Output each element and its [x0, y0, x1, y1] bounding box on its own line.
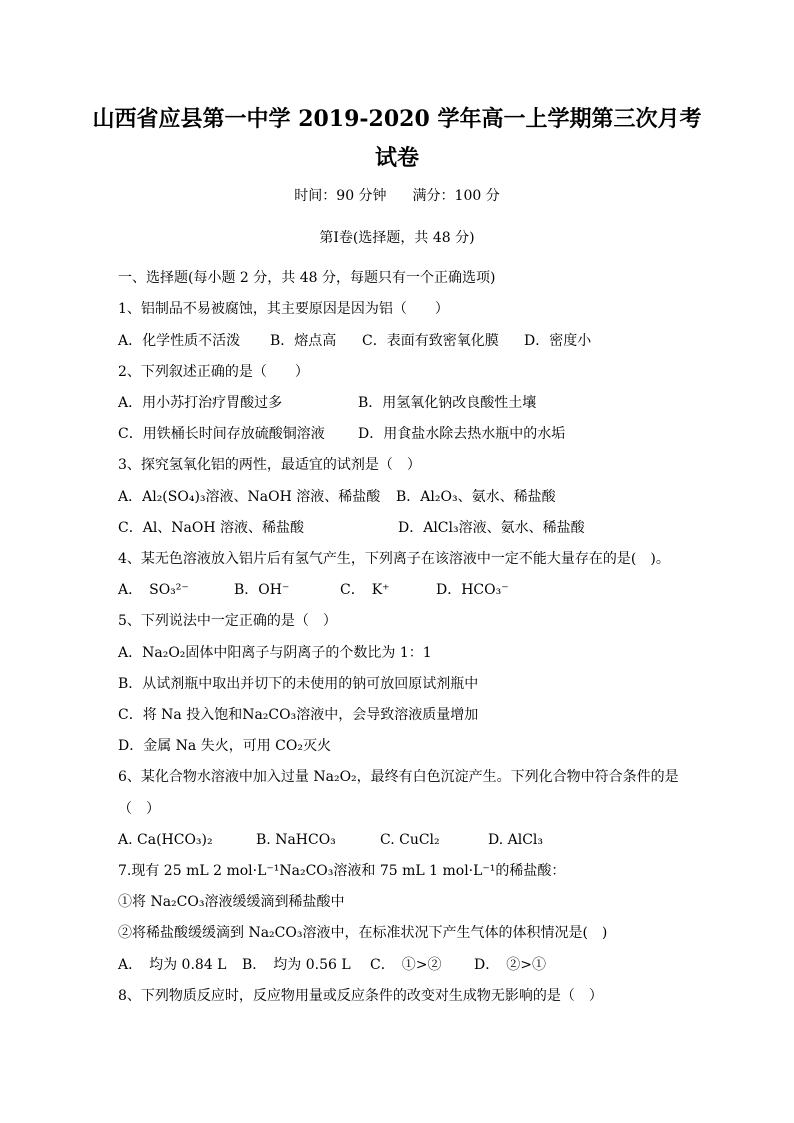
question-4-option-a: A． SO₃²⁻ [118, 582, 189, 598]
question-4-option-d: D．HCO₃⁻ [436, 582, 509, 598]
question-7-sub-1: ①将 Na₂CO₃溶液缓缓滴到稀盐酸中 [118, 894, 345, 910]
question-7-option-b: B． 均为 0.56 L [242, 957, 351, 973]
question-7-option-c: C． ①>② [370, 957, 442, 973]
question-5-option-a: A．Na₂O₂固体中阳离子与阴离子的个数比为 1：1 [118, 645, 432, 661]
exam-score: 满分：100 分 [412, 188, 500, 204]
question-6-option-d: D. AlCl₃ [488, 832, 544, 848]
question-1-option-a: A．化学性质不活泼 [118, 333, 241, 349]
question-3-option-a: A．Al₂(SO₄)₃溶液、NaOH 溶液、稀盐酸 [118, 489, 381, 505]
exam-time: 时间：90 分钟 [294, 188, 387, 204]
question-6-option-b: B. NaHCO₃ [256, 832, 336, 848]
question-3-stem: 3、探究氢氧化铝的两性，最适宜的试剂是（ ） [118, 457, 421, 473]
question-1-stem: 1、铝制品不易被腐蚀，其主要原因是因为铝（ ） [118, 301, 449, 317]
question-8-stem: 8、下列物质反应时，反应物用量或反应条件的改变对生成物无影响的是（ ） [118, 988, 603, 1004]
section-heading: 一、选择题(每小题 2 分，共 48 分，每题只有一个正确选项) [118, 270, 496, 286]
exam-title-line1: 山西省应县第一中学 2019-2020 学年高一上学期第三次月考 [92, 106, 702, 132]
question-2-option-d: D．用食盐水除去热水瓶中的水垢 [358, 426, 566, 442]
question-1-option-c: C．表面有致密氧化膜 [362, 333, 499, 349]
question-6-option-c: C. CuCl₂ [380, 832, 440, 848]
question-2-option-a: A．用小苏打治疗胃酸过多 [118, 395, 283, 411]
question-4-option-c: C． K⁺ [340, 582, 390, 598]
question-7-stem: 7.现有 25 mL 2 mol·L⁻¹Na₂CO₃溶液和 75 mL 1 mol·L⁻¹的稀盐酸： [118, 863, 566, 879]
question-2-option-c: C．用铁桶长时间存放硫酸铜溶液 [118, 426, 325, 442]
question-1-option-d: D．密度小 [524, 333, 592, 349]
part-heading: 第Ⅰ卷(选择题，共 48 分) [319, 230, 475, 246]
question-1-option-b: B．熔点高 [270, 333, 337, 349]
question-3-option-d: D．AlCl₃溶液、氨水、稀盐酸 [398, 520, 585, 536]
question-5-option-b: B．从试剂瓶中取出并切下的未使用的钠可放回原试剂瓶中 [118, 676, 479, 692]
exam-title-line2: 试卷 [374, 145, 419, 171]
question-7-option-a: A． 均为 0.84 L [118, 957, 227, 973]
question-4-option-b: B．OH⁻ [234, 582, 290, 598]
question-6-stem: 6、某化合物水溶液中加入过量 Na₂O₂，最终有白色沉淀产生。下列化合物中符合条件的是 [118, 769, 679, 785]
question-4-stem: 4、某无色溶液放入铝片后有氢气产生，下列离子在该溶液中一定不能大量存在的是( )。 [118, 551, 670, 567]
question-3-option-c: C．Al、NaOH 溶液、稀盐酸 [118, 520, 305, 536]
exam-meta [0, 186, 794, 206]
question-3-option-b: B．Al₂O₃、氨水、稀盐酸 [396, 489, 556, 505]
question-6-stem-continued: （ ） [118, 801, 160, 817]
question-5-option-d: D．金属 Na 失火，可用 CO₂灭火 [118, 738, 331, 754]
question-2-stem: 2、下列叙述正确的是（ ） [118, 364, 309, 380]
question-5-stem: 5、下列说法中一定正确的是（ ） [118, 613, 337, 629]
question-2-option-b: B．用氢氧化钠改良酸性土壤 [358, 395, 537, 411]
question-6-option-a: A. Ca(HCO₃)₂ [118, 832, 213, 848]
question-7-sub-2: ②将稀盐酸缓缓滴到 Na₂CO₃溶液中，在标准状况下产生气体的体积情况是( ) [118, 925, 608, 941]
question-7-option-d: D． ②>① [474, 957, 546, 973]
question-5-option-c: C．将 Na 投入饱和Na₂CO₃溶液中，会导致溶液质量增加 [118, 707, 479, 723]
